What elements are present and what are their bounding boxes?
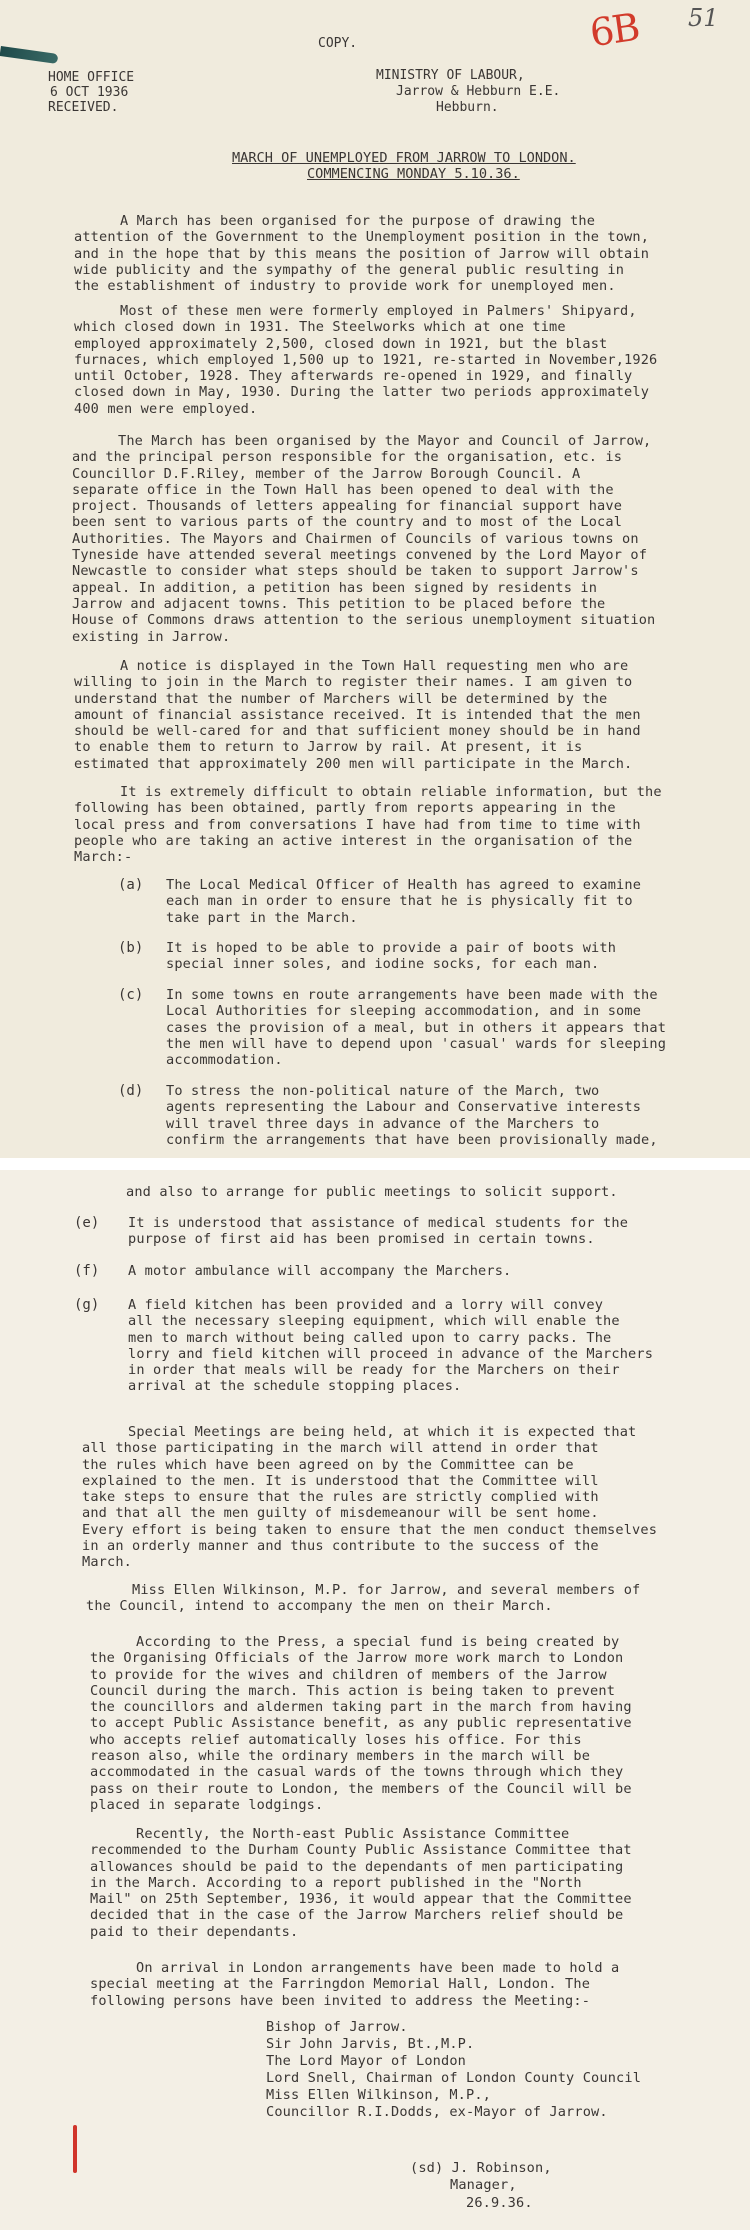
list-item: Sir John Jarvis, Bt.,M.P. <box>266 2036 475 2052</box>
paragraph: The March has been organised by the Mayor and Council of Jarrow, and the principal person responsible for the organisation, etc. is Councillor D.F.Riley, member of the Jarrow Borough Council. A separate office in the Town Hall has been opened to deal with the project. Thousands of letters appealing for financial support have been sent to various parts of the country and to most of the Local Authorities. The Mayors and Chairmen of Councils of various towns on Tyneside have attended several meetings convened by the Lord Mayor of Newcastle to consider what steps should be taken to support Jarrow's appeal. In addition, a petition has been signed by residents in Jarrow and adjacent towns. This petition to be placed before the House of Commons draws attention to the serious unemployment situation existing in Jarrow. <box>72 433 656 645</box>
paper-clip-icon <box>0 46 58 64</box>
paragraph: A March has been organised for the purpose of drawing the attention of the Government to the Unemployment position in the town, and in the hope that by this means the position of Jarrow will obtain wide publicity and the sympathy of the general public resulting in the establishment of industry to provide work for unemployed men. <box>74 213 650 295</box>
paragraph: It is extremely difficult to obtain reliable information, but the following has been obtained, partly from reports appearing in the local press and from conversations I have had from time to time with people who are taking an active interest in the organisation of the March:- <box>74 784 662 866</box>
item-text: It is hoped to be able to provide a pair of boots with special inner soles, and iodine socks, for each man. <box>166 940 617 973</box>
paragraph: Most of these men were formerly employed in Palmers' Shipyard, which closed down in 1931. The Steelworks which at one time employed approximately 2,500, closed down in 1921, but the blast furnaces, which employed 1,500 up to 1921, re-started in November,1926 until October, 1928. They afterwards re-opened in 1929, and finally closed down in May, 1930. During the latter two periods approximately 400 men were employed. <box>74 303 658 417</box>
received-stamp-line: HOME OFFICE <box>48 70 135 85</box>
paragraph: A notice is displayed in the Town Hall requesting men who are willing to join in the March to register their names. I am given to understand that the number of Marchers will be determined by the amount of financial assistance received. It is intended that the men should be well-cared for and that sufficient money should be in hand to enable them to return to Jarrow by rail. At present, it is estimated that approximately 200 men will participate in the March. <box>74 658 641 772</box>
address-line: Jarrow & Hebburn E.E. <box>396 84 561 99</box>
list-item: Miss Ellen Wilkinson, M.P., <box>266 2087 492 2103</box>
list-item: Lord Snell, Chairman of London County Council <box>266 2070 642 2086</box>
list-item: The Lord Mayor of London <box>266 2053 467 2069</box>
item-label: (c) <box>118 987 144 1003</box>
paragraph: Miss Ellen Wilkinson, M.P. for Jarrow, and several members of the Council, intend to accompany the men on their March. <box>86 1582 641 1615</box>
list-item: Councillor R.I.Dodds, ex-Mayor of Jarrow. <box>266 2104 608 2120</box>
folio-number: 51 <box>688 4 719 32</box>
title-line: COMMENCING MONDAY 5.10.36. <box>307 166 520 182</box>
item-label: (b) <box>118 940 144 956</box>
title-line: MARCH OF UNEMPLOYED FROM JARROW TO LONDON. <box>232 150 576 166</box>
paragraph: Recently, the North-east Public Assistance Committee recommended to the Durham County Public Assistance Committee that allowances should be paid to the dependants of men participating in the March. According to a report published in the "North Mail" on 25th September, 1936, it would appear that the Committee decided that in the case of the Jarrow Marchers relief should be paid to their dependants. <box>90 1826 632 1940</box>
copy-label: COPY. <box>318 36 358 51</box>
item-label: (g) <box>74 1297 100 1313</box>
received-stamp-line: RECEIVED. <box>48 100 119 115</box>
item-text: It is understood that assistance of medical students for the purpose of first aid has been promised in certain towns. <box>128 1215 629 1248</box>
item-label: (a) <box>118 877 144 893</box>
address-line: Hebburn. <box>436 100 499 115</box>
continuation-line: and also to arrange for public meetings to solicit support. <box>126 1184 618 1200</box>
document-page-2 <box>0 1170 750 2230</box>
paragraph: Special Meetings are being held, at which it is expected that all those participating in the march will attend in order that the rules which have been agreed on by the Committee can be explained to the men. It is understood that the Committee will take steps to ensure that the rules are strictly complied with and that all the men guilty of misdemeanour will be sent home. Every effort is being taken to ensure that the men conduct themselves in an orderly manner and thus contribute to the success of the March. <box>82 1424 658 1571</box>
received-stamp-line: 6 OCT 1936 <box>50 85 129 100</box>
address-line: MINISTRY OF LABOUR, <box>376 68 525 83</box>
item-text: A motor ambulance will accompany the Marchers. <box>128 1263 512 1279</box>
item-label: (e) <box>74 1215 100 1231</box>
signature-line: (sd) J. Robinson, <box>410 2160 552 2176</box>
paragraph: On arrival in London arrangements have been made to hold a special meeting at the Farringdon Memorial Hall, London. The following persons have been invited to address the Meeting:- <box>90 1960 620 2009</box>
signature-line: 26.9.36. <box>466 2195 533 2211</box>
red-reference-mark: 6B <box>587 4 641 56</box>
item-text: In some towns en route arrangements have been made with the Local Authorities for sleeping accommodation, and in some cases the provision of a meal, but in others it appears that the men will have to depend upon 'casual' wards for sleeping accommodation. <box>166 987 667 1069</box>
item-text: To stress the non-political nature of the March, two agents representing the Labour and Conservative interests will travel three days in advance of the Marchers to confirm the arrangements that have been provisionally made, <box>166 1083 658 1148</box>
paragraph: According to the Press, a special fund is being created by the Organising Officials of the Jarrow more work march to London to provide for the wives and children of members of the Jarrow Council during the march. This action is being taken to prevent the councillors and aldermen taking part in the march from having to accept Public Assistance benefit, as any public representative who accepts relief automatically loses his office. For this reason also, while the ordinary members in the march will be accommodated in the casual wards of the towns through which they pass on their route to London, the members of the Council will be placed in separate lodgings. <box>90 1634 632 1813</box>
red-margin-mark <box>73 2125 77 2173</box>
list-item: Bishop of Jarrow. <box>266 2019 408 2035</box>
item-label: (f) <box>74 1263 100 1279</box>
item-text: A field kitchen has been provided and a lorry will convey all the necessary sleeping equipment, which will enable the men to march without being called upon to carry packs. The lorry and field kitchen will proceed in advance of the Marchers in order that meals will be ready for the Marchers on their arrival at the schedule stopping places. <box>128 1297 654 1395</box>
item-label: (d) <box>118 1083 144 1099</box>
signature-line: Manager, <box>450 2177 517 2193</box>
item-text: The Local Medical Officer of Health has agreed to examine each man in order to ensure that he is physically fit to take part in the March. <box>166 877 642 926</box>
